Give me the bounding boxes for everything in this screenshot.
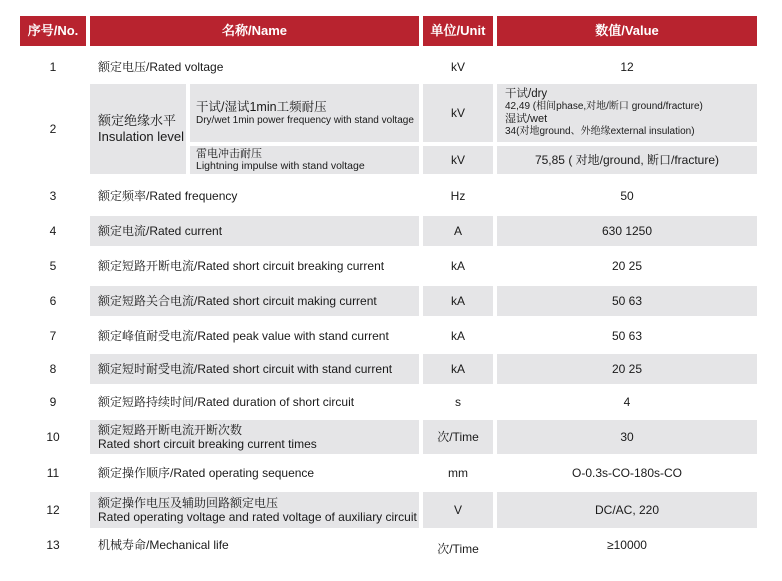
- row-no: 4: [49, 224, 57, 238]
- row-unit: kA: [450, 259, 465, 273]
- header-value: 数值/Value: [497, 16, 757, 46]
- row-value: 50 63: [611, 329, 643, 343]
- row-no: 11: [46, 466, 60, 480]
- row-name: 额定短时耐受电流/Rated short circuit with stand current: [90, 354, 419, 384]
- row-no: 6: [49, 294, 57, 308]
- row-value: 20 25: [497, 354, 757, 384]
- row-value: 4: [623, 395, 631, 409]
- subrow-name: [190, 146, 419, 174]
- header-unit: 单位/Unit: [423, 16, 493, 46]
- row-name: 额定短路开断电流/Rated short circuit breaking current: [98, 259, 385, 273]
- value-line: 干试/dry: [505, 88, 548, 100]
- header-no: 序号/No.: [20, 16, 86, 46]
- value-line: 34(对地ground、外绝缘external insulation): [505, 126, 695, 137]
- row-name-cn: 额定绝缘水平: [98, 113, 177, 128]
- subrow-value: [497, 84, 757, 142]
- row-name: 额定电压/Rated voltage: [98, 60, 224, 74]
- subrow-name-en: Lightning impulse with stand voltage: [196, 160, 365, 172]
- row-unit: Hz: [450, 189, 466, 203]
- row-no: 9: [49, 395, 57, 409]
- row-no: 8: [49, 362, 57, 376]
- row-name: 额定频率/Rated frequency: [98, 189, 238, 203]
- value-line: 42,49 (相间phase,对地/断口 ground/fracture): [505, 101, 703, 112]
- row-value: 12: [620, 60, 634, 74]
- row-unit: kV: [450, 60, 465, 74]
- row-value: DC/AC, 220: [497, 492, 757, 528]
- row-unit: 次/Time: [437, 542, 479, 556]
- row-name-cn: 额定操作电压及辅助回路额定电压: [98, 496, 279, 510]
- row-unit: mm: [448, 466, 468, 480]
- row-name: [90, 420, 419, 454]
- row-name-en: Rated operating voltage and rated voltage of auxiliary circuit: [98, 510, 417, 524]
- row-value: 50 63: [497, 286, 757, 316]
- row-name-cn: 额定短路开断电流开断次数: [98, 423, 243, 437]
- subrow-value: 75,85 ( 对地/ground, 断口/fracture): [497, 146, 757, 174]
- row-value: O-0.3s-CO-180s-CO: [571, 466, 683, 480]
- row-unit: kA: [423, 354, 493, 384]
- subrow-name: [190, 84, 419, 142]
- value-line: 湿试/wet: [505, 113, 548, 125]
- row-name: 额定短路关合电流/Rated short circuit making current: [90, 286, 419, 316]
- row-value: 30: [497, 420, 757, 454]
- row-value: ≥10000: [607, 538, 647, 552]
- row-name: 额定操作顺序/Rated operating sequence: [98, 466, 315, 480]
- subrow-name-cn: 干试/湿试1min工频耐压: [196, 100, 327, 114]
- row-unit: V: [423, 492, 493, 528]
- row-name: 额定短路持续时间/Rated duration of short circuit: [98, 395, 355, 409]
- row-no: 3: [49, 189, 57, 203]
- row-name: 额定峰值耐受电流/Rated peak value with stand current: [98, 329, 389, 343]
- row-no: 7: [49, 329, 57, 343]
- row-unit: 次/Time: [423, 420, 493, 454]
- row-value: 20 25: [611, 259, 643, 273]
- row-unit: A: [423, 216, 493, 246]
- subrow-name-cn: 雷电冲击耐压: [196, 148, 262, 160]
- row-value: 630 1250: [497, 216, 757, 246]
- row-name-en: Rated short circuit breaking current times: [98, 437, 317, 451]
- subrow-unit: kV: [423, 84, 493, 142]
- row-name: 机械寿命/Mechanical life: [98, 538, 229, 552]
- subrow-unit: kV: [423, 146, 493, 174]
- row-no: 2: [49, 122, 57, 136]
- row-no: 12: [46, 503, 60, 517]
- row-no: 1: [49, 60, 57, 74]
- header-name: 名称/Name: [90, 16, 419, 46]
- row-unit: kA: [423, 286, 493, 316]
- subrow-name-en: Dry/wet 1min power frequency with stand voltage: [196, 115, 414, 126]
- row-no: 10: [46, 430, 60, 444]
- row-unit: s: [455, 395, 461, 409]
- row-name-en: Insulation level: [98, 129, 184, 144]
- row-name-group: [90, 84, 186, 174]
- row-no: 13: [46, 538, 60, 552]
- row-name: 额定电流/Rated current: [90, 216, 419, 246]
- row-value: 50: [620, 189, 634, 203]
- row-no: 5: [49, 259, 57, 273]
- row-name: [90, 492, 419, 528]
- row-unit: kA: [450, 329, 465, 343]
